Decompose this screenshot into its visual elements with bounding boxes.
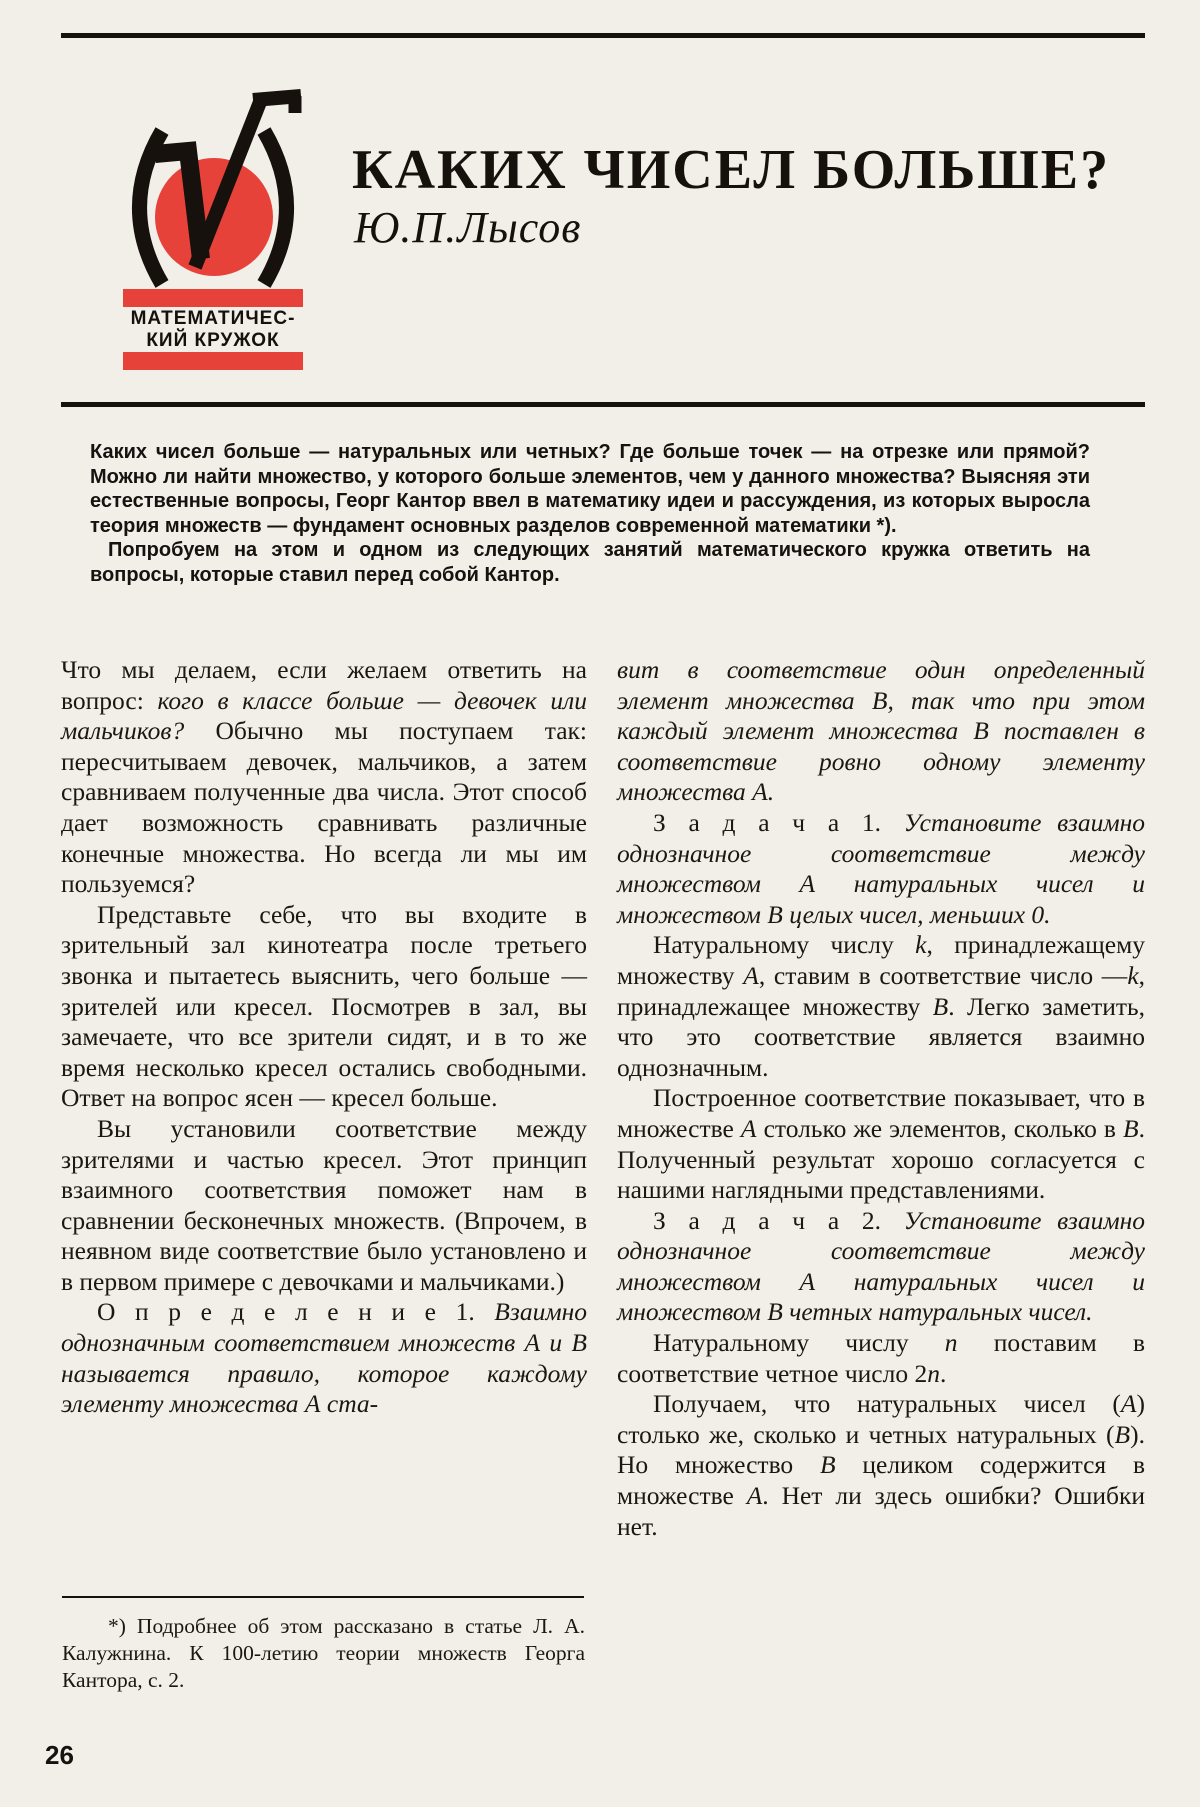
text-segment: Представьте себе, что вы входите в зрительный зал кинотеатра после третьего звонка и пытаетесь выяснить, чего больше — зрителей или кресел. Посмотрев в зал, вы замечаете, что все зрители сидят, и в то же время несколько кресел остались свободными. Ответ на вопрос ясен — кресел больше. bbox=[61, 899, 587, 1113]
body-paragraph bbox=[617, 1083, 1145, 1205]
text-segment: Обычно мы поступаем так: пересчитываем девочек, мальчиков, а затем сравниваем полученные два числа. Этот способ дает возможность сравнивать различные конечные множества. Но всегда ли мы им пользуемся? bbox=[61, 716, 587, 899]
math-var: n bbox=[944, 1328, 958, 1358]
body-paragraph bbox=[61, 1114, 587, 1298]
math-var: k bbox=[915, 930, 927, 960]
body-paragraph bbox=[617, 1328, 1145, 1389]
math-var: n bbox=[927, 1358, 940, 1388]
text-segment: , принадлежащему множеству bbox=[617, 930, 1145, 990]
text-segment: ) столько же, сколько и четных натуральных ( bbox=[617, 1389, 1145, 1449]
text-segment-italic: вит в соответствие один определенный элемент множества В, так что при этом каждый элемент множества В поставлен в соответствие ровно одному элементу множества А. bbox=[617, 655, 1145, 807]
text-segment: . Легко заметить, что это соответствие является взаимно однозначным. bbox=[617, 991, 1146, 1082]
logo-red-bar-bottom bbox=[123, 352, 303, 370]
math-var: В bbox=[932, 991, 949, 1021]
body-paragraph bbox=[617, 1389, 1145, 1542]
text-segment: . Нет ли здесь ошибки? Ошибки нет. bbox=[617, 1481, 1145, 1541]
text-segment: поставим в соответствие четное число 2 bbox=[617, 1328, 1145, 1388]
text-segment: , ставим в соответствие число — bbox=[758, 960, 1128, 990]
math-var: В bbox=[819, 1450, 836, 1480]
text-segment: . Полученный результат хорошо согласуется с нашими наглядными представлениями. bbox=[617, 1113, 1145, 1205]
text-segment: ). Но множество bbox=[617, 1419, 1145, 1480]
text-segment: Вы установили соответствие между зрителями и частью кресел. Этот принцип взаимного соответствия поможет нам в сравнении бесконечных множеств. (Впрочем, в неявном виде соответствие было установлено и в первом примере с девочками и мальчиками.) bbox=[61, 1113, 587, 1296]
math-var: В bbox=[1123, 1113, 1139, 1143]
right-column bbox=[617, 655, 1145, 1542]
logo-caption-line2: КИЙ КРУЖОК bbox=[146, 330, 280, 351]
intro-paragraph-1: Каких чисел больше — натуральных или четных? Где больше точек — на отрезке или прямой? Можно ли найти множество, у которого больше элементов, чем у данного множества? Выясняя эти естественные вопросы, Георг Кантор ввел в математику идеи и рассуждения, из которых выросла теория множеств — фундамент основных разделов современной математики *). bbox=[90, 441, 1090, 537]
body-paragraph bbox=[61, 655, 587, 900]
body-paragraph-task-2 bbox=[617, 1206, 1145, 1328]
task-label: З а д а ч а 1. bbox=[653, 807, 904, 837]
text-segment-italic: Взаимно однозначным соответствием множеств А и В называется правило, которое каждому элементу множества А ста- bbox=[61, 1297, 587, 1419]
header-rule bbox=[61, 402, 1145, 407]
math-var: А bbox=[740, 1113, 757, 1143]
body-paragraph-task-1 bbox=[617, 808, 1145, 930]
page-title: КАКИХ ЧИСЕЛ БОЛЬШЕ? bbox=[352, 139, 1111, 201]
text-segment: Что мы делаем, если желаем ответить на вопрос: bbox=[61, 655, 587, 715]
text-segment: Построенное соответствие показывает, что в множестве bbox=[617, 1083, 1145, 1143]
body-paragraph bbox=[617, 930, 1145, 1083]
definition-label: О п р е д е л е н и е 1. bbox=[97, 1297, 495, 1327]
text-segment: Натуральному числу bbox=[653, 1328, 945, 1358]
logo-caption bbox=[95, 308, 331, 352]
footnote-text: *) Подробнее об этом рассказано в статье Л. А. Калужнина. К 100-летию теории множеств Георга Кантора, с. 2. bbox=[62, 1614, 585, 1692]
text-segment: Натуральному числу bbox=[653, 930, 916, 960]
text-segment-italic: кого в классе больше — девочек или мальчиков? bbox=[61, 685, 587, 746]
body-paragraph bbox=[617, 655, 1145, 808]
page-number: 26 bbox=[45, 1740, 74, 1770]
logo-red-bar-top bbox=[123, 289, 303, 307]
page-top-rule bbox=[61, 33, 1145, 38]
text-segment-italic: Установите взаимно однозначное соответствие между множеством А натуральных чисел и множеством В четных натуральных чисел. bbox=[617, 1205, 1145, 1327]
math-var: k bbox=[1127, 960, 1139, 990]
intro-paragraph-2: Попробуем на этом и одном из следующих занятий математического кружка ответить на вопросы, которые ставил перед собой Кантор. bbox=[90, 539, 1090, 586]
math-var: А bbox=[743, 960, 759, 990]
math-circle-logo bbox=[95, 73, 331, 375]
math-var: В bbox=[1114, 1419, 1131, 1449]
article-author: Ю.П.Лысов bbox=[354, 203, 582, 252]
footnote-rule bbox=[62, 1596, 584, 1598]
math-var: А bbox=[746, 1481, 763, 1511]
text-segment: Получаем, что натуральных чисел ( bbox=[653, 1389, 1121, 1419]
text-segment-italic: Установите взаимно однозначное соответствие между множеством А натуральных чисел и множеством В целых чисел, меньших 0. bbox=[617, 807, 1145, 929]
left-column bbox=[61, 655, 587, 1420]
math-var: А bbox=[1120, 1389, 1137, 1419]
body-paragraph bbox=[61, 900, 587, 1114]
text-segment: целиком содержится в множестве bbox=[617, 1450, 1145, 1511]
logo-caption-line1: МАТЕМАТИЧЕС- bbox=[130, 308, 296, 329]
text-segment: , принадлежащее множеству bbox=[617, 960, 1146, 1021]
body-paragraph-definition bbox=[61, 1297, 587, 1419]
task-label: З а д а ч а 2. bbox=[653, 1205, 904, 1235]
text-segment: столько же элементов, сколько в bbox=[756, 1113, 1124, 1143]
intro-block bbox=[90, 440, 1090, 587]
text-segment: . bbox=[939, 1358, 947, 1388]
